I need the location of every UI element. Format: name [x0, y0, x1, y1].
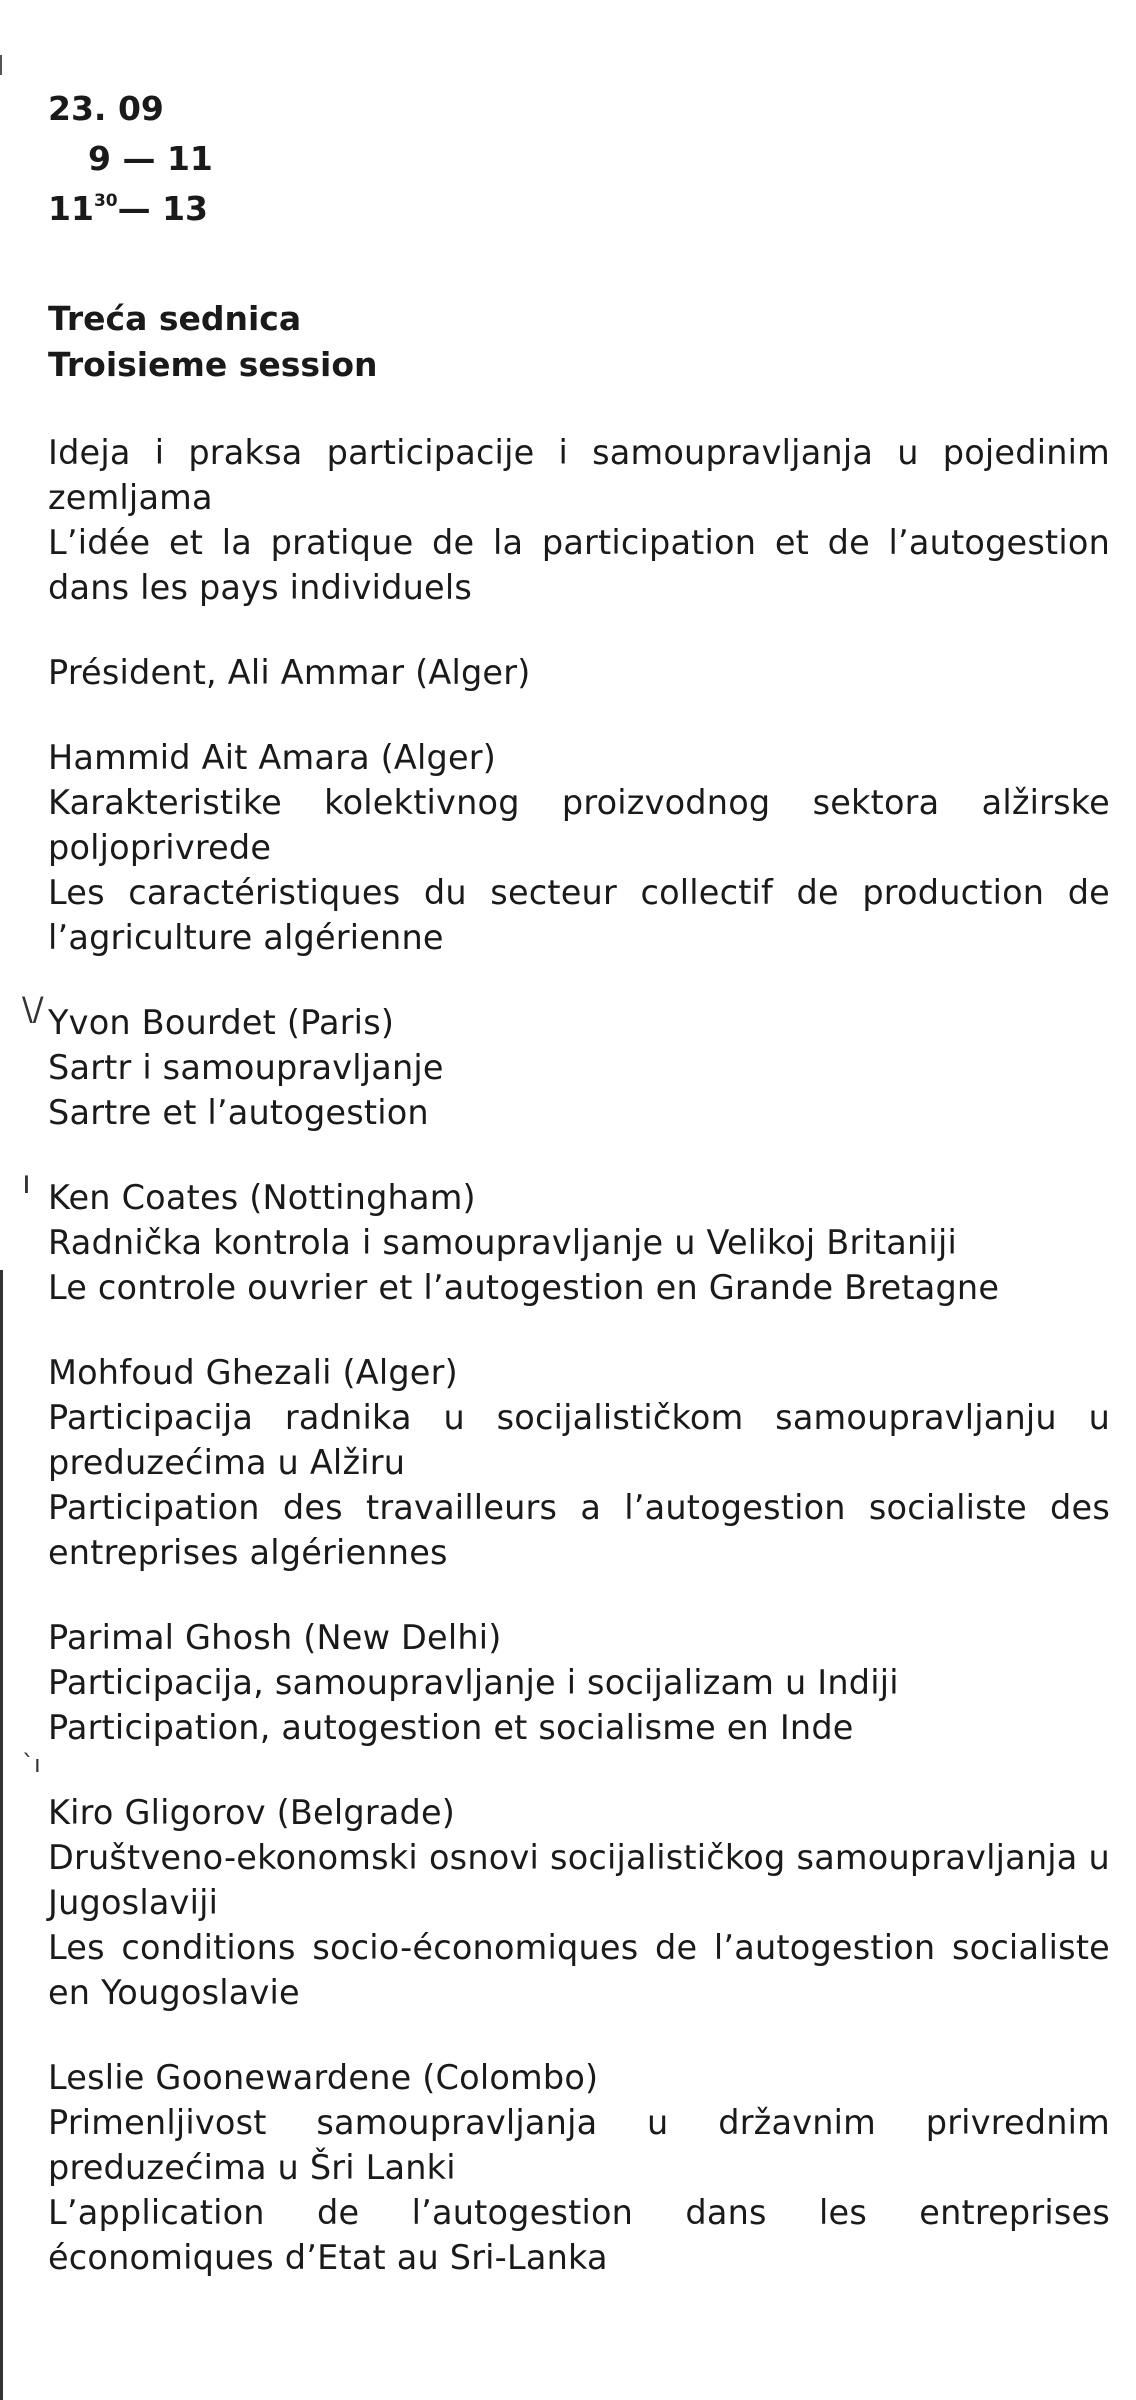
session-title-sr: Treća sednica [48, 299, 302, 338]
talk-title-sr: Karakteristike kolektivnog proizvodnog sektora alžirske poljoprivrede [48, 783, 1110, 867]
time-slot-2-hour: 11 [48, 189, 94, 228]
talk-title-sr: Društveno-ekonomski osnovi socijalističkog samoupravljanja u Jugoslaviji [48, 1838, 1110, 1922]
handwritten-mark: `ı [22, 1750, 41, 1778]
margin-rule [0, 1270, 3, 2400]
handwritten-check-mark: \/ [22, 990, 44, 1028]
president-line: Président, Ali Ammar (Alger) [48, 653, 531, 692]
theme-fr: L’idée et la pratique de la participation et de l’autogestion dans les pays individuels [48, 523, 1110, 607]
talk-item [48, 735, 1110, 960]
talk-title-sr: Primenljivost samoupravljanja u državnim privrednim preduzećima u Šri Lanki [48, 2103, 1110, 2187]
talk-title-fr: L’application de l’autogestion dans les entreprises économiques d’Etat au Sri-Lanka [48, 2193, 1110, 2277]
time-slot-2 [48, 189, 213, 228]
talk-speaker: Ken Coates (Nottingham) [48, 1178, 476, 1217]
session-heading [48, 296, 378, 388]
talk-title-fr: Les conditions socio-économiques de l’autogestion socialiste en Yougoslavie [48, 1928, 1110, 2012]
handwritten-tick-mark: ı [22, 1163, 31, 1201]
talk-speaker: Mohfoud Ghezali (Alger) [48, 1353, 458, 1392]
talk-title-fr: Participation des travailleurs a l’autogestion socialiste des entreprises algériennes [48, 1488, 1110, 1572]
schedule-header [48, 89, 213, 242]
talk-speaker: Leslie Goonewardene (Colombo) [48, 2058, 599, 2097]
talk-speaker: Hammid Ait Amara (Alger) [48, 738, 497, 777]
president-block [48, 650, 1110, 695]
talk-speaker: Yvon Bourdet (Paris) [48, 1003, 395, 1042]
session-content [48, 430, 1110, 2320]
talk-title-fr: Le controle ouvrier et l’autogestion en Grande Bretagne [48, 1268, 1000, 1307]
time-slot-2-end: — 13 [117, 189, 209, 228]
talk-speaker: Parimal Ghosh (New Delhi) [48, 1618, 502, 1657]
talk-title-sr: Participacija radnika u socijalističkom samoupravljanju u preduzećima u Alžiru [48, 1398, 1110, 1482]
theme-sr: Ideja i praksa participacije i samoupravljanja u pojedinim zemljama [48, 433, 1110, 517]
talk-item [48, 1790, 1110, 2015]
talk-speaker: Kiro Gligorov (Belgrade) [48, 1793, 456, 1832]
session-title-fr: Troisieme session [48, 345, 378, 384]
talk-item [48, 1615, 1110, 1750]
margin-mark-top [0, 55, 2, 75]
talk-title-fr: Participation, autogestion et socialisme en Inde [48, 1708, 854, 1747]
time-slot-2-minutes: 30 [93, 191, 118, 211]
talk-title-fr: Sartre et l’autogestion [48, 1093, 429, 1132]
talk-title-sr: Radnička kontrola i samoupravljanje u Velikoj Britaniji [48, 1223, 957, 1262]
talk-title-sr: Participacija, samoupravljanje i socijalizam u Indiji [48, 1663, 899, 1702]
talk-title-fr: Les caractéristiques du secteur collectif de production de l’agriculture algérienne [48, 873, 1110, 957]
talk-title-sr: Sartr i samoupravljanje [48, 1048, 444, 1087]
date: 23. 09 [48, 89, 164, 128]
theme-block [48, 430, 1110, 610]
talk-item [48, 1175, 1110, 1310]
talk-item [48, 1000, 1110, 1135]
talk-item [48, 2055, 1110, 2280]
talk-item [48, 1350, 1110, 1575]
time-slot-1: 9 — 11 [88, 139, 213, 178]
